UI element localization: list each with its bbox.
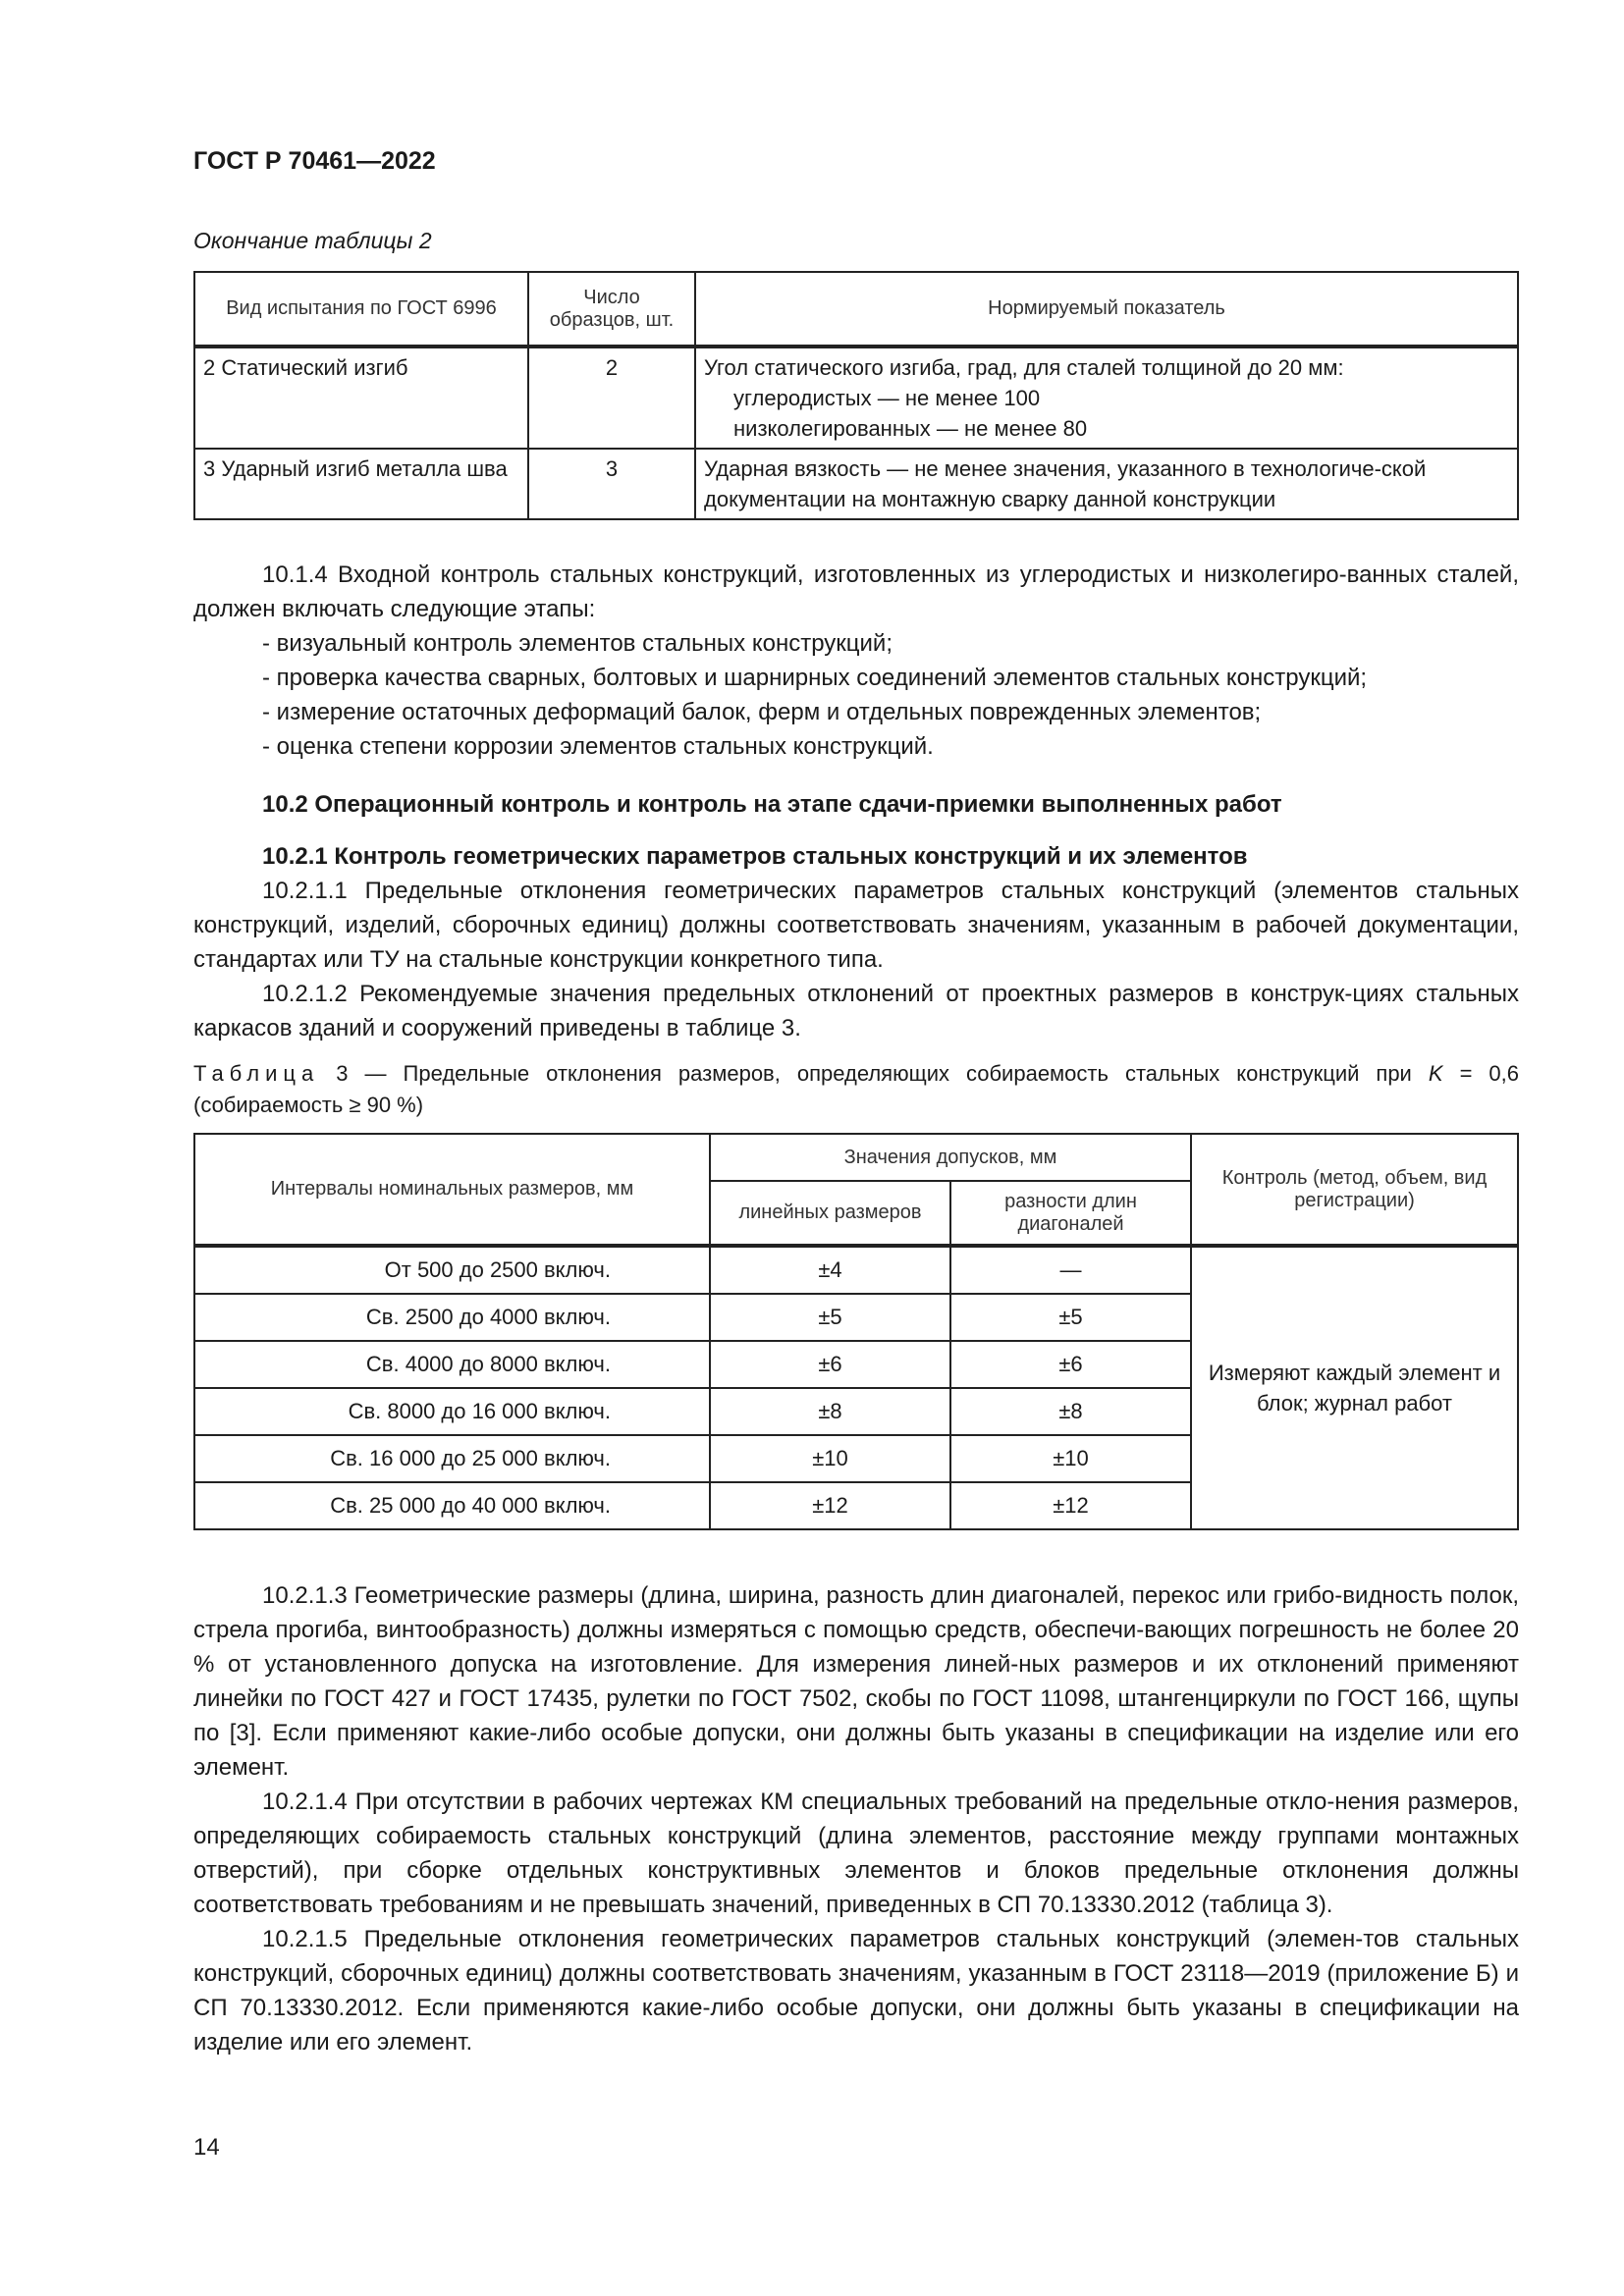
paragraph: 10.2.1.2 Рекомендуемые значения предельных отклонений от проектных размеров в конструк-циях стальных каркасов зданий и сооружений приведены в таблице 3. xyxy=(193,981,1519,1041)
paragraph: 10.1.4 Входной контроль стальных конструкций, изготовленных из углеродистых и низколегиро-ванных сталей, должен включать следующие этапы: xyxy=(193,561,1519,622)
list-item: - оценка степени коррозии элементов стальных конструкций. xyxy=(262,733,934,760)
table3-cell-diag: ±10 xyxy=(950,1435,1191,1482)
indicator-line: углеродистых — не менее 100 xyxy=(733,386,1041,410)
table3-caption-tail: = 0,6 (собираемость ≥ 90 %) xyxy=(193,1061,1520,1117)
table2-caption: Окончание таблицы 2 xyxy=(193,228,432,253)
table3-header-diag: разности длин диагоналей xyxy=(950,1181,1191,1246)
list-item: - измерение остаточных деформаций балок, ферм и отдельных поврежденных элементов; xyxy=(262,699,1262,725)
table3-cell-interval: От 500 до 2500 включ. xyxy=(194,1246,710,1294)
table3-caption-text: 3 — Предельные отклонения размеров, определяющих собираемость стальных конструкций при xyxy=(336,1061,1412,1086)
table3-cell-diag: ±6 xyxy=(950,1341,1191,1388)
table-2 xyxy=(193,271,1519,520)
table3-cell-linear: ±10 xyxy=(710,1435,950,1482)
table-3 xyxy=(193,1133,1519,1530)
table-row xyxy=(194,347,1518,449)
table3-cell-control: Измеряют каждый элемент и блок; журнал работ xyxy=(1191,1246,1518,1529)
table2-cell-count: 3 xyxy=(528,449,695,519)
table3-header-tolerances: Значения допусков, мм xyxy=(710,1134,1191,1181)
table3-cell-interval: Св. 25 000 до 40 000 включ. xyxy=(194,1482,710,1529)
table3-cell-linear: ±6 xyxy=(710,1341,950,1388)
table2-header-indicator: Нормируемый показатель xyxy=(695,272,1518,347)
paragraph: 10.2.1.5 Предельные отклонения геометрических параметров стальных конструкций (элемен-тов стальных конструкций, сборочных единиц) должны соответствовать значениям, указанным в ГОСТ 23118—2019 (приложение Б) и СП 70.13330.2012. Если применяются какие-либо особые допуски, они должны быть указаны в спецификации на изделие или его элемент. xyxy=(193,1926,1519,2056)
table2-cell-indicator: Ударная вязкость — не менее значения, указанного в технологиче-ской документации на монтажную сварку данной конструкции xyxy=(695,449,1518,519)
table3-cell-linear: ±4 xyxy=(710,1246,950,1294)
table2-header-count: Число образцов, шт. xyxy=(528,272,695,347)
section-10-2 xyxy=(193,787,1519,822)
paragraph: 10.2.1.3 Геометрические размеры (длина, ширина, разность длин диагоналей, перекос или грибо-видность полок, стрела прогиба, винтообразность) должны измеряться с помощью средств, обеспечи-вающих погрешность не более 20 % от установленного допуска на изготовление. Для измерения линей-ных размеров и их отклонений применяют линейки по ГОСТ 427 и ГОСТ 17435, рулетки по ГОСТ 7502, скобы по ГОСТ 11098, штангенциркули по ГОСТ 166, щупы по [3]. Если применяют какие-либо особые допуски, они должны быть указаны в спецификации на изделие или его элемент. xyxy=(193,1582,1519,1781)
table3-cell-linear: ±12 xyxy=(710,1482,950,1529)
page-number: 14 xyxy=(193,2134,220,2161)
table3-cell-diag: ±8 xyxy=(950,1388,1191,1435)
table-row xyxy=(194,449,1518,519)
table3-caption xyxy=(193,1058,1519,1121)
section-10-2-1-3 xyxy=(193,1578,1519,2059)
table3-cell-diag: ±5 xyxy=(950,1294,1191,1341)
table-row xyxy=(194,1246,1518,1294)
indicator-line: Угол статического изгиба, град, для сталей толщиной до 20 мм: xyxy=(704,355,1344,380)
section-10-1-4 xyxy=(193,558,1519,764)
table2-header-row xyxy=(194,272,1518,347)
section-10-2-1 xyxy=(193,839,1519,1045)
paragraph: 10.2.1.1 Предельные отклонения геометрических параметров стальных конструкций (элементов стальных конструкций, изделий, сборочных единиц) должны соответствовать значениям, указанным в рабочей документации, стандартах или ТУ на стальные конструкции конкретного типа. xyxy=(193,878,1519,973)
table3-cell-interval: Св. 4000 до 8000 включ. xyxy=(194,1341,710,1388)
section-heading: 10.2 Операционный контроль и контроль на этапе сдачи-приемки выполненных работ xyxy=(262,791,1282,818)
table2-cell-test: 3 Ударный изгиб металла шва xyxy=(194,449,528,519)
table3-cell-interval: Св. 2500 до 4000 включ. xyxy=(194,1294,710,1341)
table2-cell-test: 2 Статический изгиб xyxy=(194,347,528,449)
table3-cell-interval: Св. 8000 до 16 000 включ. xyxy=(194,1388,710,1435)
section-heading: 10.2.1 Контроль геометрических параметров стальных конструкций и их элементов xyxy=(262,843,1248,870)
table3-cell-interval: Св. 16 000 до 25 000 включ. xyxy=(194,1435,710,1482)
table3-caption-k: K xyxy=(1428,1061,1443,1086)
table3-header-row xyxy=(194,1134,1518,1181)
table3-cell-linear: ±8 xyxy=(710,1388,950,1435)
document-header: ГОСТ Р 70461—2022 xyxy=(193,147,436,175)
table3-header-linear: линейных размеров xyxy=(710,1181,950,1246)
table3-cell-diag: — xyxy=(950,1246,1191,1294)
table2-cell-indicator xyxy=(695,347,1518,449)
list-item: - визуальный контроль элементов стальных конструкций; xyxy=(262,630,893,657)
list-item: - проверка качества сварных, болтовых и шарнирных соединений элементов стальных конструкций; xyxy=(262,665,1368,691)
table3-header-control: Контроль (метод, объем, вид регистрации) xyxy=(1191,1134,1518,1246)
table2-header-test: Вид испытания по ГОСТ 6996 xyxy=(194,272,528,347)
indicator-line: низколегированных — не менее 80 xyxy=(733,416,1088,441)
table3-header-intervals: Интервалы номинальных размеров, мм xyxy=(194,1134,710,1246)
table3-caption-word: Таблица xyxy=(193,1061,320,1086)
table3-cell-diag: ±12 xyxy=(950,1482,1191,1529)
table2-cell-count: 2 xyxy=(528,347,695,449)
table3-cell-linear: ±5 xyxy=(710,1294,950,1341)
paragraph: 10.2.1.4 При отсутствии в рабочих чертежах КМ специальных требований на предельные откло-нения размеров, определяющих собираемость стальных конструкций (длина элементов, расстояние между группами монтажных отверстий), при сборке отдельных конструктивных элементов и блоков предельные отклонения должны соответствовать требованиям и не превышать значений, приведенных в СП 70.13330.2012 (таблица 3). xyxy=(193,1789,1519,1918)
